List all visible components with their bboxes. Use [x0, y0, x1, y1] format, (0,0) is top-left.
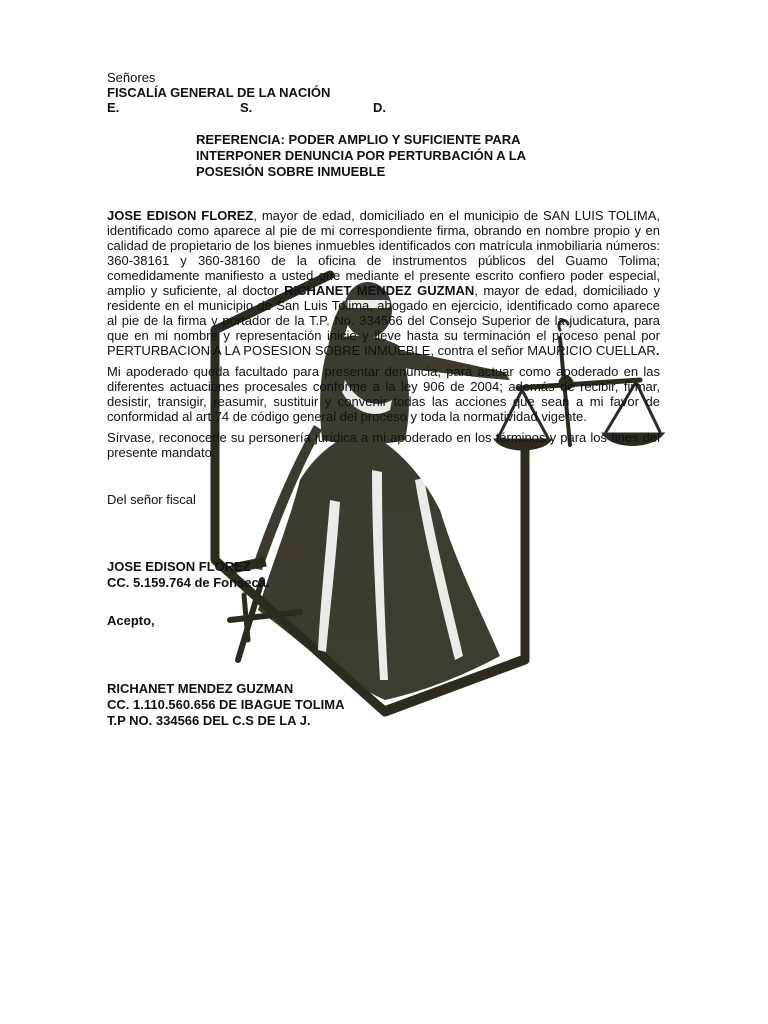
attorney-name: RICHANET MENDEZ GUZMAN [284, 283, 475, 298]
reference-line: INTERPONER DENUNCIA POR PERTURBACIÓN A LA [196, 148, 527, 163]
esd-d: D. [373, 100, 386, 115]
esd-e: E. [107, 100, 120, 115]
reference-line: REFERENCIA: PODER AMPLIO Y SUFICIENTE PARA [196, 132, 521, 147]
recipient-office: FISCALÍA GENERAL DE LA NACIÓN [107, 85, 331, 100]
reference-line: POSESIÓN SOBRE INMUEBLE [196, 164, 386, 179]
grantor-signature-name: JOSE EDISON FLOREZ [107, 559, 251, 574]
paragraph-power-of-attorney [107, 208, 660, 358]
letter-body [107, 70, 660, 729]
grantor-name: JOSE EDISON FLOREZ [107, 208, 254, 223]
attorney-signature-id: CC. 1.110.560.656 DE IBAGUE TOLIMA [107, 697, 345, 712]
attorney-signature-block [107, 681, 660, 729]
esd-s: S. [240, 100, 253, 115]
attorney-signature-name: RICHANET MENDEZ GUZMAN [107, 681, 294, 696]
salutation: Señores [107, 70, 156, 85]
acceptance-label: Acepto, [107, 613, 155, 628]
paragraph-text: , mayor de edad, domiciliado y residente en el municipio de San Luis Tolima, abogado en ejercicio, identificado como aparece al pie de la firma y portador de la T.P. No. 334566 del Consejo Superior de la judicatura, para que en mi nombre y representación inicie y lleve hasta su terminación el proceso penal por PERTURBACION A LA POSESION SOBRE INMUEBLE, contra el señor MAURICIO CUELLAR [107, 283, 660, 358]
closing: Del señor fiscal [107, 492, 196, 507]
paragraph-faculties: Mi apoderado queda facultado para presentar denuncia, para actuar como apoderado en las diferentes actuaciones procesales conforme a la ley 906 de 2004; además de recibir, firmar, desistir, transigir, reasumir, sustituir y convenir todas las acciones que sean a mi favor de conformidad al art 74 de código general del proceso y toda la normatividad vigente. [107, 364, 660, 424]
grantor-signature-block [107, 559, 660, 591]
paragraph-text: , mayor de edad, domiciliado en el municipio de SAN LUIS TOLIMA, identificado como aparece al pie de mi correspondiente firma, obrando en nombre propio y en calidad de propietario de los bienes inmuebles identificados con matrícula inmobiliaria números: 360-38161 y 360-38160 de la oficina de instrumentos públicos del Guamo Tolima; comedidamente manifiesto a usted que mediante el presente escrito confiero poder especial, amplio y suficiente, al doctor [107, 208, 660, 298]
reference-block [196, 132, 596, 180]
esd-line [107, 100, 660, 115]
grantor-signature-id: CC. 5.159.764 de Fonseca. [107, 575, 270, 590]
paragraph-end: . [655, 343, 660, 358]
paragraph-request: Sírvase, reconocerle su personería jurídica a mi apoderado en los términos y para los fines del presente mandato. [107, 430, 660, 460]
attorney-signature-tp: T.P NO. 334566 DEL C.S DE LA J. [107, 713, 311, 728]
